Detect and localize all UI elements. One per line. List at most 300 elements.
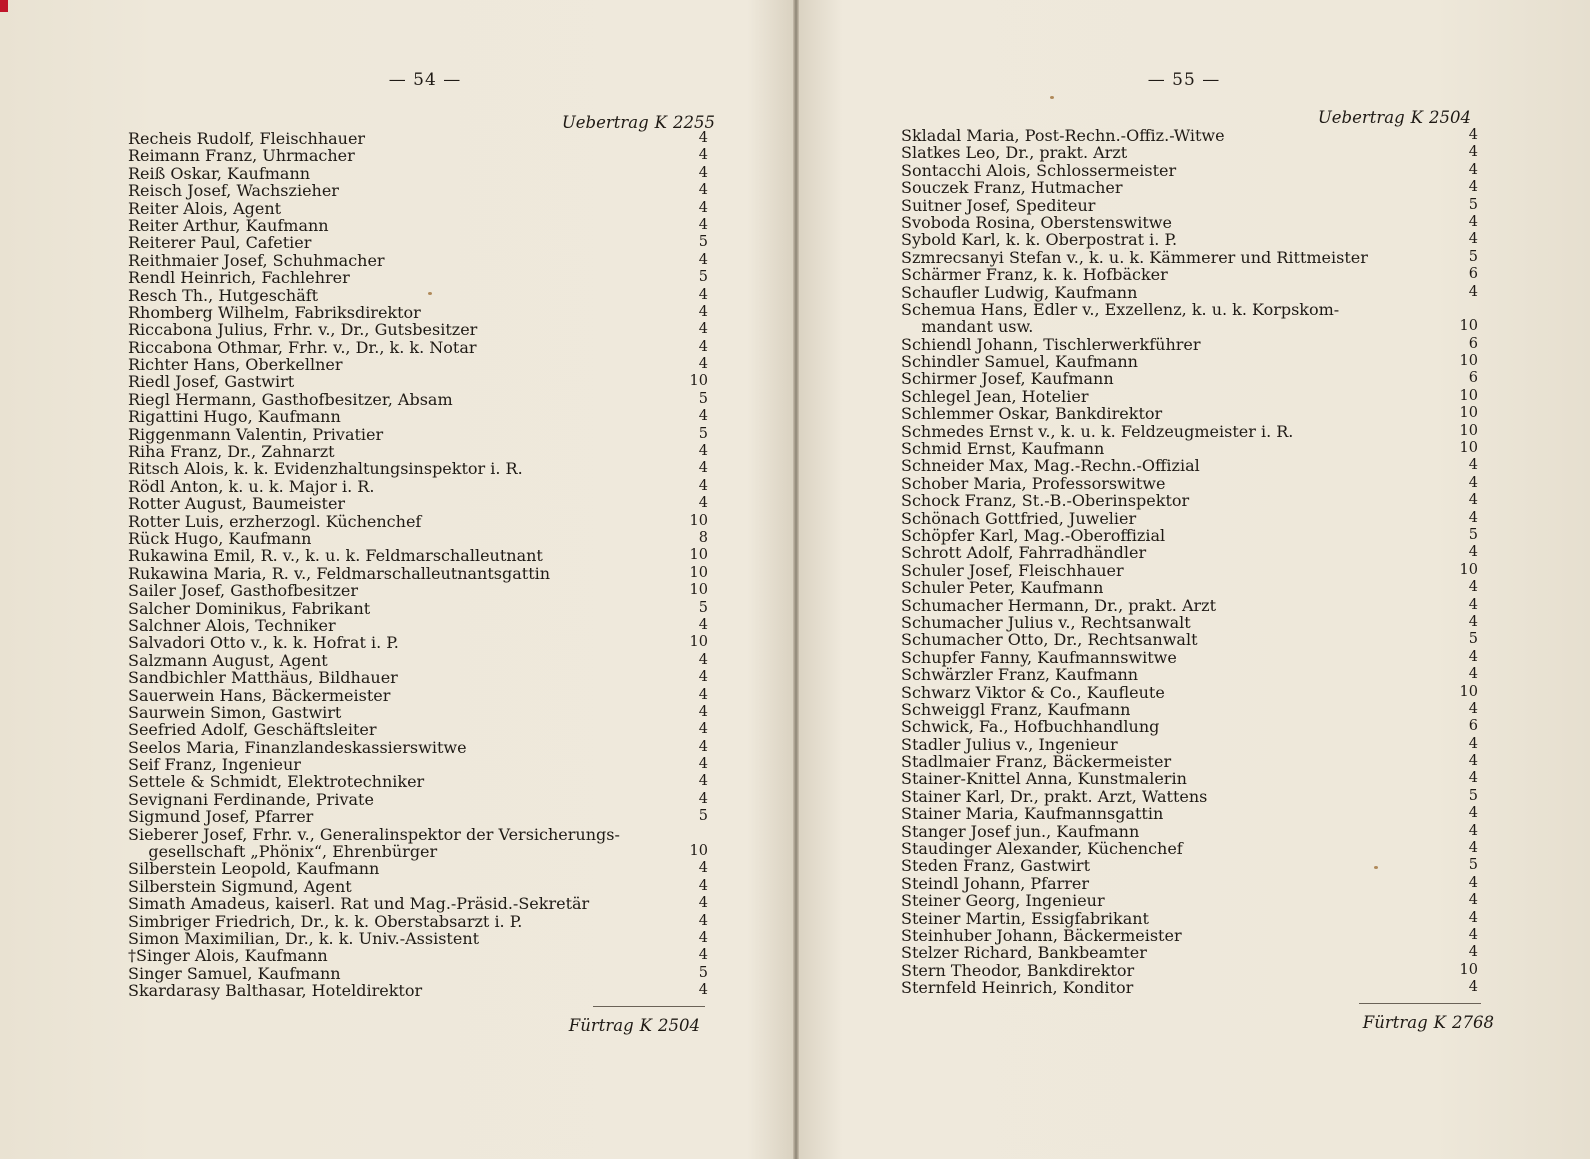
list-item xyxy=(901,197,1478,214)
list-item xyxy=(128,147,708,164)
entry-name: Schiendl Johann, Tischlerwerkführer xyxy=(901,334,1201,354)
entry-amount: 10 xyxy=(689,634,708,651)
list-item xyxy=(128,530,708,547)
entry-amount: 4 xyxy=(698,495,708,512)
entry-amount: 5 xyxy=(698,234,708,251)
list-item xyxy=(901,857,1478,874)
entry-name: Schumacher Julius v., Rechtsanwalt xyxy=(901,612,1191,632)
entry-name: Settele & Schmidt, Elektrotechniker xyxy=(128,772,425,792)
list-item xyxy=(128,426,708,443)
entry-amount: 5 xyxy=(1468,631,1478,648)
list-item xyxy=(901,423,1478,440)
total-rule xyxy=(1359,1003,1481,1004)
entry-amount: 4 xyxy=(1468,979,1478,996)
list-item xyxy=(901,284,1478,301)
entry-name: Steden Franz, Gastwirt xyxy=(901,856,1091,876)
entry-name: Schwarz Viktor & Co., Kaufleute xyxy=(901,682,1165,702)
entry-amount: 4 xyxy=(698,321,708,338)
entry-amount: 4 xyxy=(1468,509,1478,526)
list-item xyxy=(901,214,1478,231)
list-item xyxy=(901,527,1478,544)
entry-amount: 4 xyxy=(1468,770,1478,787)
list-item xyxy=(901,892,1478,909)
entry-amount: 4 xyxy=(698,773,708,790)
entry-name: Rukawina Emil, R. v., k. u. k. Feldmarschalleutnant xyxy=(128,546,543,566)
entry-list xyxy=(901,127,1478,997)
entry-amount: 4 xyxy=(698,929,708,946)
entry-name: Resch Th., Hutgeschäft xyxy=(128,285,319,305)
entry-name: Sandbichler Matthäus, Bildhauer xyxy=(128,668,398,688)
entry-amount: 10 xyxy=(1459,318,1478,335)
list-item xyxy=(901,353,1478,370)
list-item xyxy=(128,513,708,530)
entry-name: Rukawina Maria, R. v., Feldmarschalleutnantsgattin xyxy=(128,563,551,583)
entry-amount: 5 xyxy=(698,808,708,825)
entry-amount: 8 xyxy=(698,529,708,546)
list-item xyxy=(128,182,708,199)
list-item xyxy=(901,649,1478,666)
carry-over-label: Uebertrag xyxy=(561,113,649,132)
entry-name: Staudinger Alexander, Küchenchef xyxy=(901,839,1183,859)
list-item xyxy=(128,617,708,634)
entry-amount: 10 xyxy=(689,373,708,390)
list-item xyxy=(901,736,1478,753)
list-item xyxy=(128,930,708,947)
entry-amount: 6 xyxy=(1468,335,1478,352)
entry-name: Sybold Karl, k. k. Oberpostrat i. P. xyxy=(901,230,1178,250)
entry-amount: 4 xyxy=(1468,892,1478,909)
entry-name: Salzmann August, Agent xyxy=(128,650,328,670)
entry-name: Sailer Josef, Gasthofbesitzer xyxy=(128,581,359,601)
list-item xyxy=(128,687,708,704)
entry-amount: 4 xyxy=(698,947,708,964)
entry-name: Schärmer Franz, k. k. Hofbäcker xyxy=(901,265,1168,285)
entry-amount: 10 xyxy=(1459,387,1478,404)
entry-amount: 4 xyxy=(698,216,708,233)
entry-amount: 4 xyxy=(1468,457,1478,474)
entry-name: Stelzer Richard, Bankbeamter xyxy=(901,943,1147,963)
entry-amount: 6 xyxy=(1468,370,1478,387)
list-item xyxy=(901,718,1478,735)
list-item xyxy=(128,130,708,147)
entry-amount: 4 xyxy=(1468,613,1478,630)
entry-amount: 5 xyxy=(1468,248,1478,265)
entry-amount: 4 xyxy=(1468,805,1478,822)
carry-forward-amount: 2504 xyxy=(658,1016,700,1035)
entry-name: Salcher Dominikus, Fabrikant xyxy=(128,598,371,618)
entry-name: Schuler Peter, Kaufmann xyxy=(901,578,1104,598)
entry-amount: 4 xyxy=(1468,544,1478,561)
entry-amount: 4 xyxy=(1468,213,1478,230)
entry-amount: 5 xyxy=(698,964,708,981)
entry-amount: 5 xyxy=(1468,857,1478,874)
entry-amount: 4 xyxy=(698,860,708,877)
list-item xyxy=(128,304,708,321)
entry-amount: 4 xyxy=(1468,822,1478,839)
list-item xyxy=(128,478,708,495)
list-item xyxy=(128,495,708,512)
entry-name: Schemua Hans, Edler v., Exzellenz, k. u. k. Korpskom- xyxy=(901,299,1340,319)
entry-name: gesellschaft „Phönix“, Ehrenbürger xyxy=(128,842,438,862)
paper-speck xyxy=(1374,866,1378,869)
entry-name: Svoboda Rosina, Oberstenswitwe xyxy=(901,212,1172,232)
list-item xyxy=(901,475,1478,492)
list-item xyxy=(128,391,708,408)
carry-over-label: Uebertrag xyxy=(1317,108,1405,127)
entry-amount: 4 xyxy=(698,460,708,477)
carry-over-amount: 2255 xyxy=(673,113,715,132)
list-item xyxy=(901,162,1478,179)
entry-name: Stadlmaier Franz, Bäckermeister xyxy=(901,752,1172,772)
carry-forward-label: Fürtrag xyxy=(568,1016,634,1035)
entry-amount: 4 xyxy=(1468,909,1478,926)
entry-amount: 4 xyxy=(698,477,708,494)
entry-name: Salchner Alois, Techniker xyxy=(128,615,336,635)
entry-amount: 10 xyxy=(1459,353,1478,370)
entry-name: Simath Amadeus, kaiserl. Rat und Mag.-Präsid.-Sekretär xyxy=(128,894,590,914)
list-item xyxy=(128,913,708,930)
entry-amount: 4 xyxy=(698,251,708,268)
entry-name: Schober Maria, Professorswitwe xyxy=(901,473,1166,493)
entry-name: Schwärzler Franz, Kaufmann xyxy=(901,665,1139,685)
entry-name: Riedl Josef, Gastwirt xyxy=(128,372,295,392)
list-item xyxy=(901,666,1478,683)
list-item xyxy=(128,234,708,251)
list-item xyxy=(128,460,708,477)
entry-amount: 4 xyxy=(1468,874,1478,891)
entry-name: Schweiggl Franz, Kaufmann xyxy=(901,699,1131,719)
entry-name: Reiterer Paul, Cafetier xyxy=(128,233,312,253)
list-item xyxy=(128,982,708,999)
entry-amount: 4 xyxy=(698,303,708,320)
entry-name: Slatkes Leo, Dr., prakt. Arzt xyxy=(901,143,1128,163)
entry-name: Steindl Johann, Pfarrer xyxy=(901,873,1090,893)
list-item xyxy=(128,356,708,373)
entry-amount: 4 xyxy=(698,147,708,164)
entry-name: †Singer Alois, Kaufmann xyxy=(128,946,328,966)
list-item xyxy=(901,823,1478,840)
list-item xyxy=(128,600,708,617)
list-item xyxy=(901,614,1478,631)
entry-name: Reisch Josef, Wachszieher xyxy=(128,181,339,201)
currency-symbol: K xyxy=(1410,108,1423,127)
list-item xyxy=(128,443,708,460)
entry-amount: 4 xyxy=(1468,596,1478,613)
entry-name: Schumacher Otto, Dr., Rechtsanwalt xyxy=(901,630,1198,650)
carry-over-amount: 2504 xyxy=(1429,108,1471,127)
entry-amount: 4 xyxy=(1468,179,1478,196)
entry-name: Rück Hugo, Kaufmann xyxy=(128,528,312,548)
paper-speck xyxy=(428,292,432,295)
list-item xyxy=(901,231,1478,248)
entry-name: Simbriger Friedrich, Dr., k. k. Oberstabsarzt i. P. xyxy=(128,911,523,931)
entry-name: Rendl Heinrich, Fachlehrer xyxy=(128,268,350,288)
list-item xyxy=(128,287,708,304)
list-item xyxy=(128,165,708,182)
entry-amount: 4 xyxy=(698,686,708,703)
left-page xyxy=(0,0,793,1159)
entry-name: Seelos Maria, Finanzlandeskassierswitwe xyxy=(128,737,467,757)
entry-amount: 4 xyxy=(698,790,708,807)
entry-amount: 4 xyxy=(698,877,708,894)
list-item xyxy=(128,200,708,217)
entry-amount: 5 xyxy=(1468,787,1478,804)
total-rule xyxy=(593,1006,705,1007)
page-number: — 54 — xyxy=(388,70,462,90)
entry-name: Rödl Anton, k. u. k. Major i. R. xyxy=(128,476,375,496)
list-item xyxy=(901,144,1478,161)
entry-amount: 4 xyxy=(1468,648,1478,665)
entry-name: Riha Franz, Dr., Zahnarzt xyxy=(128,442,335,462)
entry-amount: 4 xyxy=(698,182,708,199)
entry-name: Skladal Maria, Post-Rechn.-Offiz.-Witwe xyxy=(901,126,1225,145)
entry-name: Reiß Oskar, Kaufmann xyxy=(128,163,311,183)
entry-name: Schneider Max, Mag.-Rechn.-Offizial xyxy=(901,456,1200,476)
entry-name: Sieberer Josef, Frhr. v., Generalinspektor der Versicherungs- xyxy=(128,824,620,844)
entry-name: Rotter Luis, erzherzogl. Küchenchef xyxy=(128,511,422,531)
entry-amount: 10 xyxy=(689,582,708,599)
currency-symbol: K xyxy=(1433,1013,1446,1032)
list-item xyxy=(128,878,708,895)
list-item xyxy=(901,684,1478,701)
entry-name: Silberstein Sigmund, Agent xyxy=(128,876,352,896)
list-item xyxy=(128,565,708,582)
entry-amount: 4 xyxy=(698,199,708,216)
entry-amount: 4 xyxy=(698,616,708,633)
entry-amount: 4 xyxy=(698,669,708,686)
entry-amount: 4 xyxy=(1468,231,1478,248)
entry-name: Riggenmann Valentin, Privatier xyxy=(128,424,384,444)
entry-amount: 4 xyxy=(698,912,708,929)
list-item xyxy=(901,579,1478,596)
list-item xyxy=(128,652,708,669)
entry-name: Reiter Arthur, Kaufmann xyxy=(128,215,329,235)
list-item xyxy=(128,408,708,425)
entry-amount: 10 xyxy=(1459,422,1478,439)
entry-amount: 4 xyxy=(1468,127,1478,143)
entry-amount: 4 xyxy=(1468,735,1478,752)
list-item xyxy=(901,510,1478,527)
entry-name: Suitner Josef, Spediteur xyxy=(901,195,1096,215)
entry-amount: 4 xyxy=(1468,474,1478,491)
list-item xyxy=(901,266,1478,283)
entry-name: Schlemmer Oskar, Bankdirektor xyxy=(901,404,1163,424)
entry-amount: 4 xyxy=(1468,144,1478,161)
entry-amount: 6 xyxy=(1468,266,1478,283)
list-item xyxy=(901,597,1478,614)
entry-amount: 4 xyxy=(698,721,708,738)
entry-amount: 4 xyxy=(698,164,708,181)
entry-amount: 4 xyxy=(698,756,708,773)
entry-amount: 10 xyxy=(1459,561,1478,578)
entry-name: Sevignani Ferdinande, Private xyxy=(128,789,374,809)
entry-amount: 4 xyxy=(698,338,708,355)
entry-name: Schrott Adolf, Fahrradhändler xyxy=(901,543,1147,563)
entry-name: Schock Franz, St.-B.-Oberinspektor xyxy=(901,491,1190,511)
entry-amount: 4 xyxy=(698,738,708,755)
entry-name: Stern Theodor, Bankdirektor xyxy=(901,960,1135,980)
entry-name: Schmid Ernst, Kaufmann xyxy=(901,439,1105,459)
entry-name: Stadler Julius v., Ingenieur xyxy=(901,734,1118,754)
entry-name: Rhomberg Wilhelm, Fabriksdirektor xyxy=(128,302,421,322)
entry-name: Stanger Josef jun., Kaufmann xyxy=(901,821,1140,841)
entry-amount: 4 xyxy=(698,895,708,912)
carry-forward xyxy=(545,1016,700,1035)
list-item xyxy=(128,217,708,234)
carry-over xyxy=(1307,108,1471,127)
entry-name: Seif Franz, Ingenieur xyxy=(128,755,301,775)
entry-amount: 10 xyxy=(1459,405,1478,422)
list-item xyxy=(901,336,1478,353)
list-item xyxy=(901,944,1478,961)
entry-name: Reimann Franz, Uhrmacher xyxy=(128,146,355,166)
entry-amount: 4 xyxy=(1468,944,1478,961)
list-item xyxy=(901,301,1478,318)
carry-forward-label: Fürtrag xyxy=(1362,1013,1428,1032)
entry-name: Schuler Josef, Fleischhauer xyxy=(901,560,1124,580)
entry-name: Schindler Samuel, Kaufmann xyxy=(901,352,1138,372)
list-item xyxy=(128,895,708,912)
entry-name: Rotter August, Baumeister xyxy=(128,494,346,514)
entry-name: Riegl Hermann, Gasthofbesitzer, Absam xyxy=(128,389,453,409)
entry-amount: 10 xyxy=(689,512,708,529)
entry-amount: 10 xyxy=(1459,683,1478,700)
entry-name: Riccabona Julius, Frhr. v., Dr., Gutsbesitzer xyxy=(128,320,478,340)
list-item xyxy=(128,791,708,808)
list-item xyxy=(901,440,1478,457)
list-item xyxy=(128,843,708,860)
entry-amount: 4 xyxy=(698,443,708,460)
list-item xyxy=(128,339,708,356)
entry-name: Schwick, Fa., Hofbuchhandlung xyxy=(901,717,1160,737)
currency-symbol: K xyxy=(654,113,667,132)
list-item xyxy=(128,947,708,964)
list-item xyxy=(128,269,708,286)
list-item xyxy=(901,840,1478,857)
list-item xyxy=(901,562,1478,579)
list-item xyxy=(128,547,708,564)
entry-name: Silberstein Leopold, Kaufmann xyxy=(128,859,380,879)
list-item xyxy=(901,805,1478,822)
entry-name: Reiter Alois, Agent xyxy=(128,198,282,218)
list-item xyxy=(128,773,708,790)
list-item xyxy=(128,756,708,773)
entry-name: Seefried Adolf, Geschäftsleiter xyxy=(128,720,377,740)
entry-amount: 4 xyxy=(698,703,708,720)
entry-amount: 10 xyxy=(689,843,708,860)
entry-name: mandant usw. xyxy=(901,317,1034,337)
entry-name: Riccabona Othmar, Frhr. v., Dr., k. k. Notar xyxy=(128,337,477,357)
entry-amount: 6 xyxy=(1468,718,1478,735)
entry-amount: 4 xyxy=(1468,161,1478,178)
entry-name: Skardarasy Balthasar, Hoteldirektor xyxy=(128,981,423,1001)
list-item xyxy=(901,179,1478,196)
list-item xyxy=(128,965,708,982)
list-item xyxy=(901,701,1478,718)
entry-name: Schaufler Ludwig, Kaufmann xyxy=(901,282,1138,302)
entry-name: Simon Maximilian, Dr., k. k. Univ.-Assistent xyxy=(128,928,480,948)
entry-amount: 4 xyxy=(698,982,708,999)
entry-amount: 10 xyxy=(1459,440,1478,457)
entry-amount: 5 xyxy=(1468,526,1478,543)
entry-name: Sontacchi Alois, Schlossermeister xyxy=(901,160,1177,180)
list-item xyxy=(901,962,1478,979)
entry-name: Schupfer Fanny, Kaufmannswitwe xyxy=(901,647,1177,667)
page-number: — 55 — xyxy=(1147,70,1221,90)
entry-name: Rigattini Hugo, Kaufmann xyxy=(128,407,341,427)
currency-symbol: K xyxy=(639,1016,652,1035)
list-item xyxy=(901,388,1478,405)
entry-amount: 4 xyxy=(1468,666,1478,683)
entry-amount: 5 xyxy=(698,599,708,616)
entry-name: Ritsch Alois, k. k. Evidenzhaltungsinspektor i. R. xyxy=(128,459,523,479)
entry-name: Steinhuber Johann, Bäckermeister xyxy=(901,925,1182,945)
entry-amount: 4 xyxy=(1468,283,1478,300)
entry-amount: 5 xyxy=(698,390,708,407)
paper-speck xyxy=(1050,96,1054,99)
entry-amount: 10 xyxy=(1459,961,1478,978)
entry-amount: 4 xyxy=(698,356,708,373)
entry-amount: 10 xyxy=(689,547,708,564)
entry-name: Stainer Karl, Dr., prakt. Arzt, Wattens xyxy=(901,786,1208,806)
entry-name: Sternfeld Heinrich, Konditor xyxy=(901,978,1134,998)
list-item xyxy=(901,492,1478,509)
list-item xyxy=(901,249,1478,266)
entry-name: Steiner Georg, Ingenieur xyxy=(901,891,1105,911)
list-item xyxy=(128,860,708,877)
list-item xyxy=(901,910,1478,927)
entry-amount: 4 xyxy=(698,408,708,425)
list-item xyxy=(901,457,1478,474)
list-item xyxy=(901,875,1478,892)
list-item xyxy=(901,127,1478,144)
entry-name: Singer Samuel, Kaufmann xyxy=(128,963,341,983)
list-item xyxy=(128,808,708,825)
entry-amount: 5 xyxy=(1468,196,1478,213)
list-item xyxy=(901,788,1478,805)
list-item xyxy=(901,370,1478,387)
entry-amount: 4 xyxy=(698,651,708,668)
list-item xyxy=(128,721,708,738)
entry-name: Schumacher Hermann, Dr., prakt. Arzt xyxy=(901,595,1217,615)
entry-name: Schirmer Josef, Kaufmann xyxy=(901,369,1114,389)
list-item xyxy=(128,739,708,756)
list-item xyxy=(128,704,708,721)
list-item xyxy=(128,634,708,651)
entry-name: Souczek Franz, Hutmacher xyxy=(901,178,1123,198)
list-item xyxy=(901,544,1478,561)
entry-amount: 4 xyxy=(1468,492,1478,509)
entry-amount: 4 xyxy=(1468,700,1478,717)
entry-name: Sauerwein Hans, Bäckermeister xyxy=(128,685,391,705)
list-item xyxy=(128,582,708,599)
entry-amount: 4 xyxy=(1468,579,1478,596)
entry-name: Salvadori Otto v., k. k. Hofrat i. P. xyxy=(128,633,399,653)
entry-name: Steiner Martin, Essigfabrikant xyxy=(901,908,1149,928)
list-item xyxy=(128,321,708,338)
entry-name: Schöpfer Karl, Mag.-Oberoffizial xyxy=(901,525,1166,545)
entry-amount: 4 xyxy=(698,130,708,146)
entry-amount: 4 xyxy=(1468,753,1478,770)
entry-amount: 5 xyxy=(698,269,708,286)
entry-name: Schmedes Ernst v., k. u. k. Feldzeugmeister i. R. xyxy=(901,421,1294,441)
entry-name: Recheis Rudolf, Fleischhauer xyxy=(128,129,366,148)
list-item xyxy=(901,405,1478,422)
list-item xyxy=(901,631,1478,648)
entry-name: Stainer Maria, Kaufmannsgattin xyxy=(901,804,1164,824)
entry-name: Reithmaier Josef, Schuhmacher xyxy=(128,250,385,270)
entry-list xyxy=(128,130,708,1000)
